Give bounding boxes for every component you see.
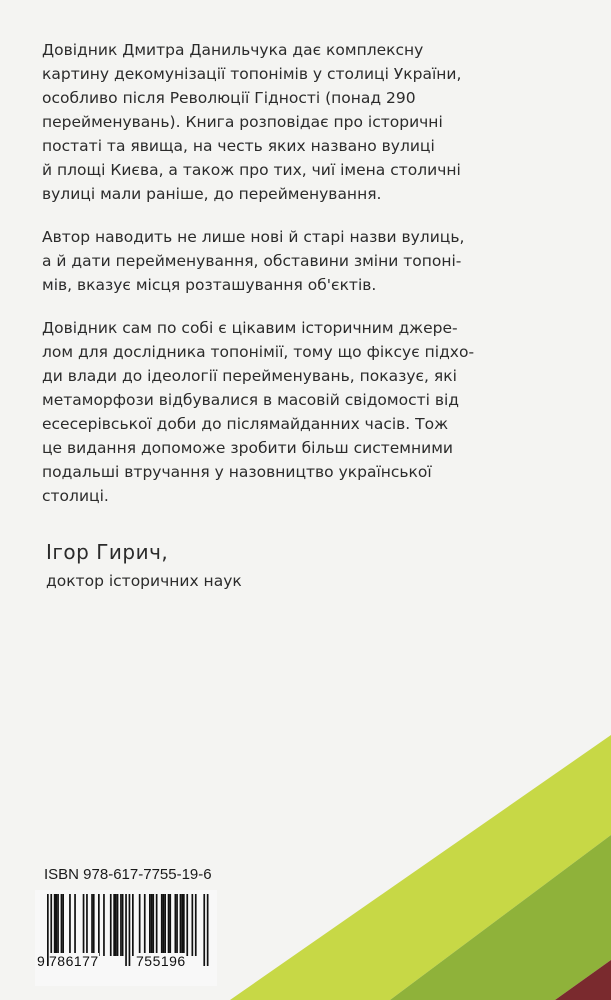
barcode-bar [56,894,58,956]
isbn-barcode [35,890,217,986]
barcode-bar [203,894,205,966]
description-paragraph-2 [42,225,465,297]
barcode-bar [139,894,141,956]
text-line: есесерівської доби до післямайданних часів. Тож [42,415,449,433]
barcode-bar [132,894,134,956]
text-line: подальші втручання у назовництво української [42,463,432,481]
description-paragraph-1 [42,38,462,206]
barcode-bar [152,894,154,956]
barcode-bar [117,894,119,956]
barcode-bar [74,894,76,956]
barcode-bar [144,894,146,956]
author-title: доктор історичних наук [46,572,242,590]
barcode-bar [186,894,188,956]
barcode-bar [176,894,178,956]
text-line: особливо після Революції Гідності (понад 290 [42,89,416,107]
barcode-bar [129,894,131,966]
barcode-bar [151,894,153,956]
barcode-bar [207,894,209,966]
text-line: а й дати перейменування, обставини зміни топоні- [42,252,462,270]
text-line: це видання допоможе зробити більш системними [42,439,453,457]
text-line: картину декомунізації топонімів у столиці України, [42,65,462,83]
text-line: столиці. [42,487,109,505]
barcode-bar [180,894,182,956]
barcode-bar [93,894,95,956]
barcode-bar [175,894,177,956]
text-line: вулиці мали раніше, до перейменування. [42,185,382,203]
barcode-bar [113,894,115,956]
text-line: мів, вказує місця розташування об'єктів. [42,276,377,294]
barcode-bar [110,894,112,956]
barcode-bar [164,894,166,956]
barcode-bar [61,894,63,956]
barcode-bar [83,894,85,956]
barcode-bar [195,894,197,956]
barcode-bar [192,894,194,956]
text-line: й площі Києва, а також про тих, чиї імена столичні [42,161,461,179]
barcode-bar [156,894,158,956]
barcode-bars [35,890,217,986]
barcode-bar [98,894,100,956]
barcode-bar [115,894,117,956]
barcode-bar [91,894,93,956]
barcode-bar [169,894,171,956]
barcode-bar [122,894,124,956]
text-line: Автор наводить не лише нові й старі назви вулиць, [42,228,465,246]
barcode-left-digits: 786177 [49,953,99,969]
barcode-bar [69,894,71,956]
barcode-bar [103,894,105,956]
author-name: Ігор Гирич, [46,540,169,564]
barcode-bar [125,894,127,966]
barcode-bar [54,894,56,956]
text-line: перейменувань). Книга розповідає про історичні [42,113,443,131]
text-line: лом для дослідника топонімії, тому що фіксує підхо- [42,343,475,361]
text-line: метаморфози відбувалися в масовій свідомості від [42,391,460,409]
barcode-bar [120,894,122,956]
barcode-bar [86,894,88,956]
barcode-bar [62,894,64,956]
text-line: Довідник сам по собі є цікавим історичним джере- [42,319,458,337]
barcode-bar [168,894,170,956]
text-line: ди влади до ідеології перейменувань, показує, які [42,367,457,385]
text-line: постаті та явища, на честь яких названо вулиці [42,137,435,155]
description-paragraph-3 [42,316,475,508]
barcode-bar [57,894,59,956]
barcode-bar [149,894,151,956]
barcode-bar [161,894,163,956]
barcode-right-digits: 755196 [136,953,186,969]
barcode-bar [181,894,183,956]
barcode-bar [163,894,165,956]
barcode-lead-digit: 9 [37,953,46,969]
text-line: Довідник Дмитра Данильчука дає комплексну [42,41,424,59]
isbn-label: ISBN 978-617-7755-19-6 [44,866,212,883]
barcode-bar [183,894,185,956]
